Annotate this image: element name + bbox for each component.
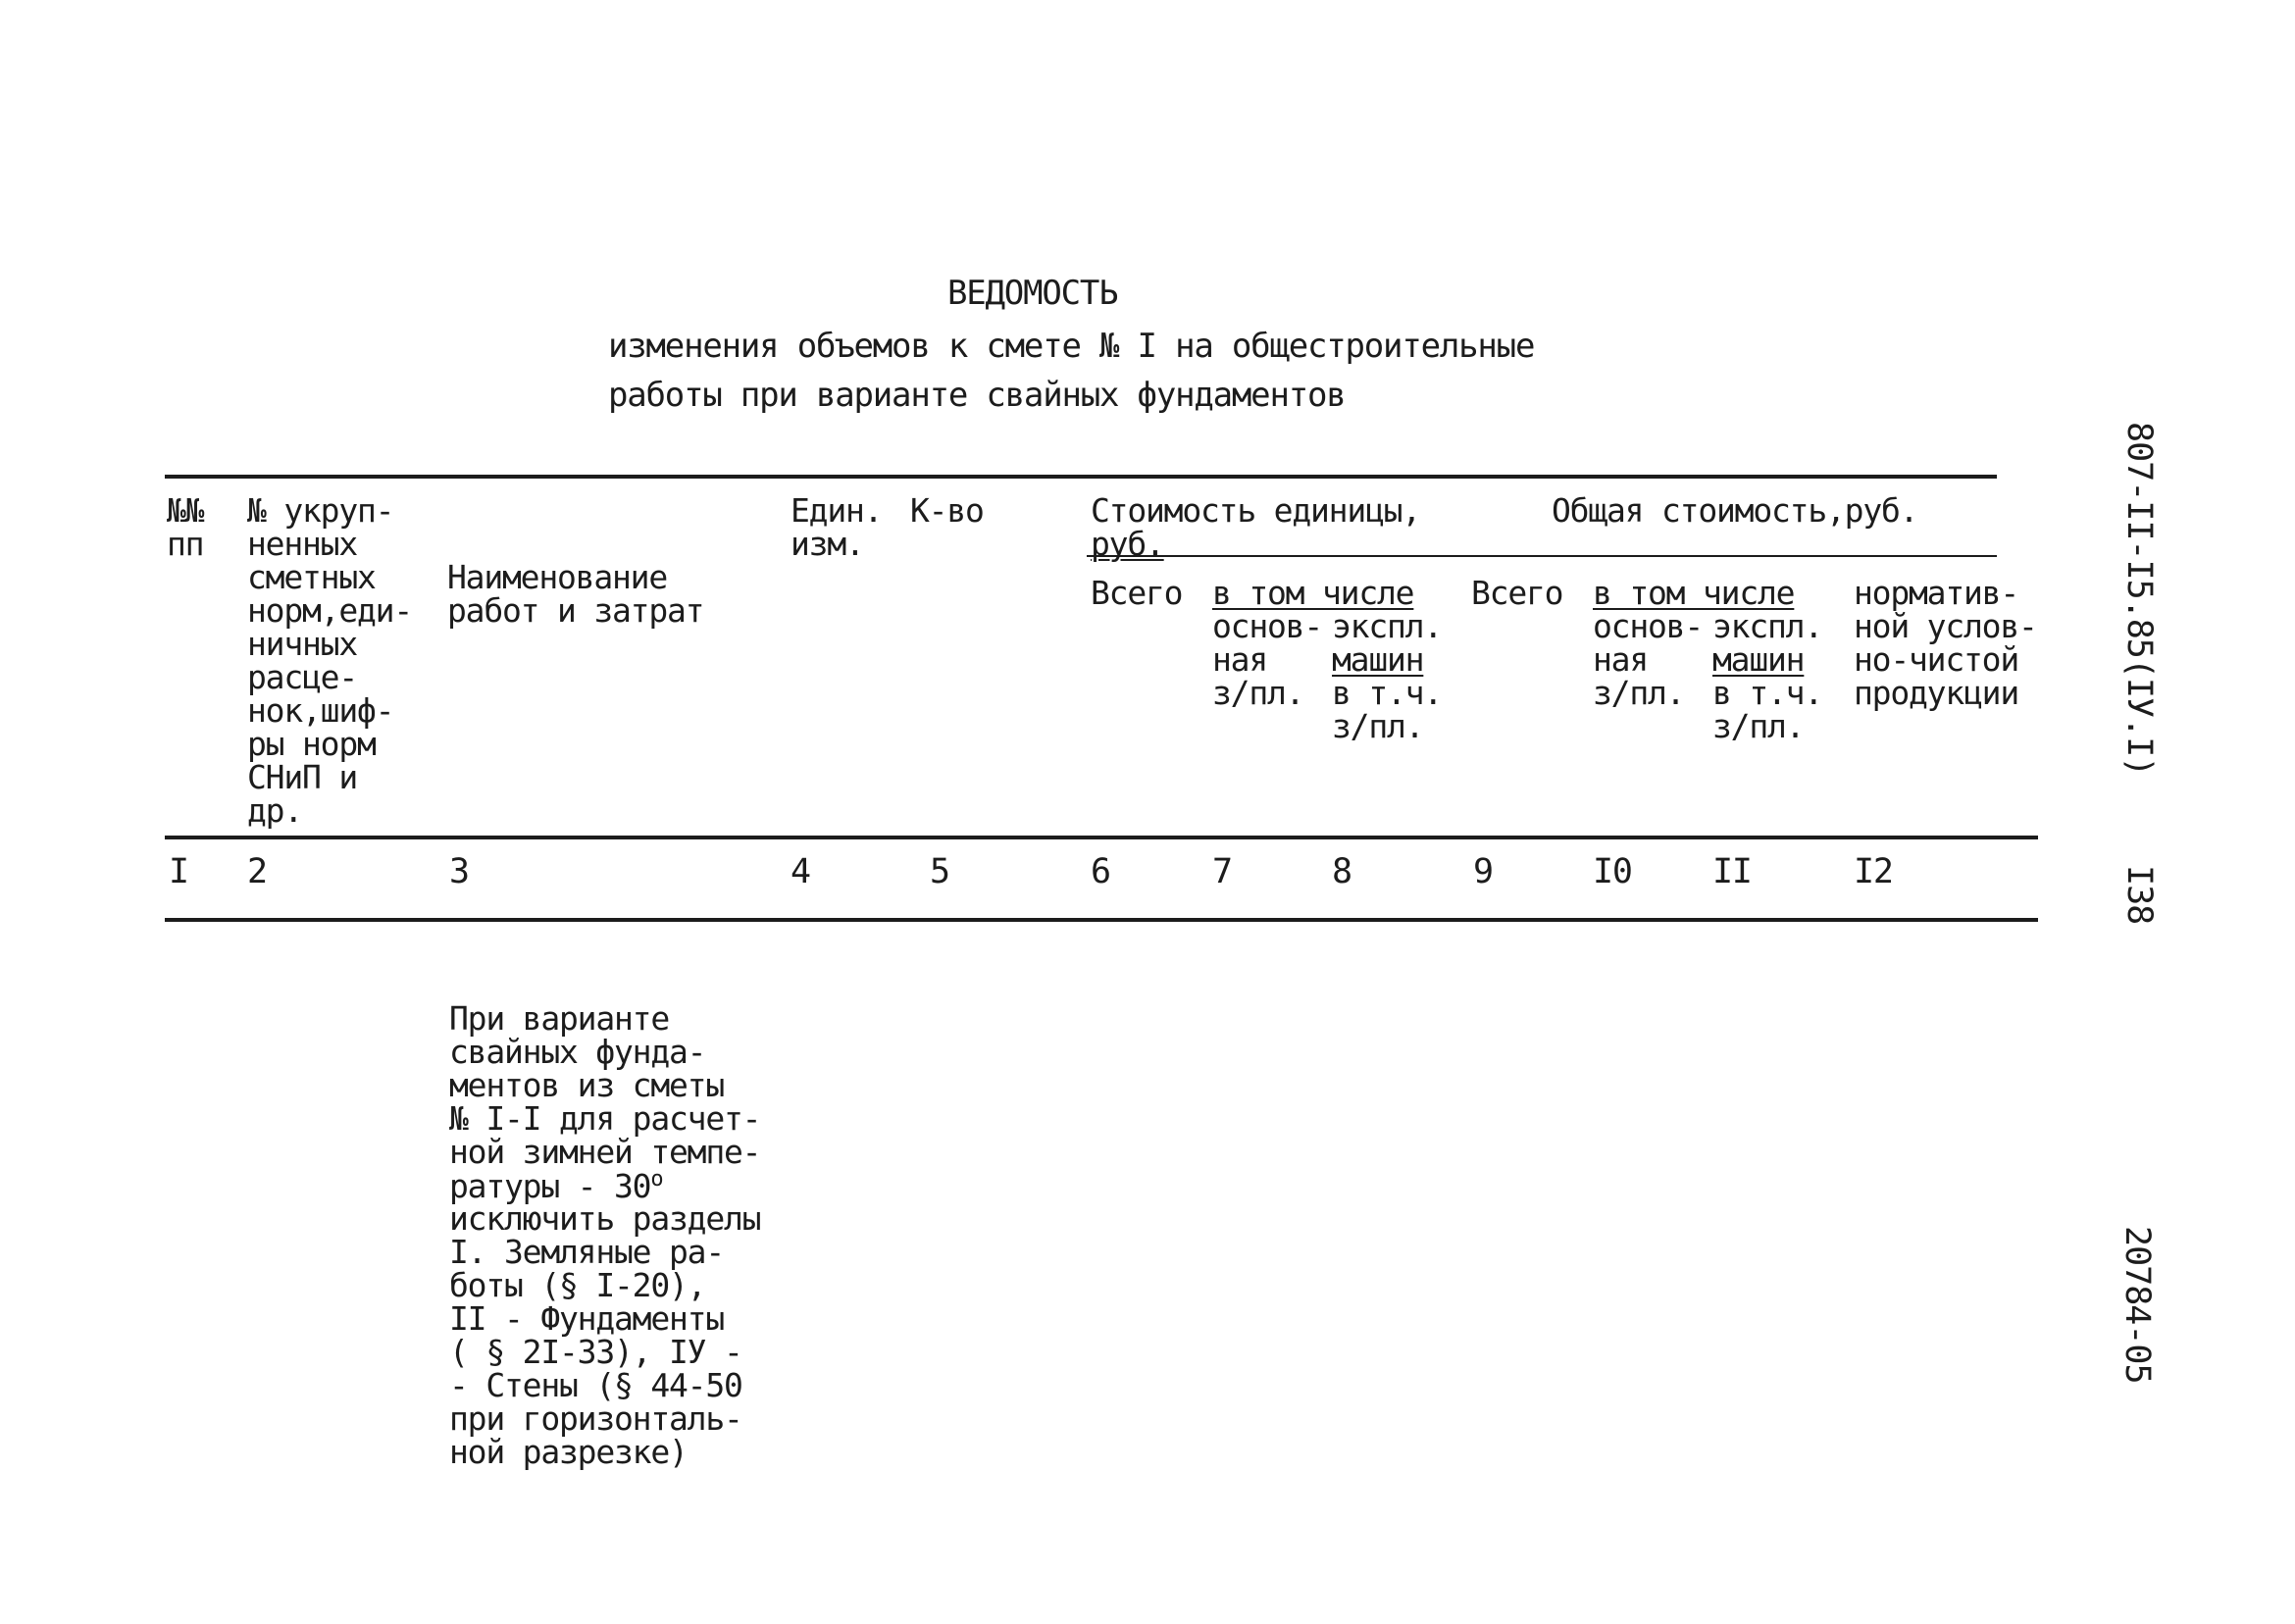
column-number: I2	[1854, 852, 1893, 891]
unit-cost-machine-3: в т.ч.	[1332, 674, 1443, 712]
unit-cost-machine-2: машин	[1332, 640, 1424, 679]
header-quantity: К-во	[910, 491, 984, 530]
header-col1-line2: пп	[167, 525, 204, 563]
column-number: 5	[930, 852, 949, 891]
inventory-number: 20784-05	[2117, 1226, 2157, 1384]
document-subtitle-line2: работы при варианте свайных фундаментов	[608, 376, 1346, 415]
body-note-line: I. Земляные ра-	[449, 1233, 725, 1271]
total-cost-machine-3: в т.ч.	[1712, 674, 1823, 712]
unit-cost-incl: в том числе	[1212, 574, 1414, 612]
unit-cost-machine-1: экспл.	[1332, 607, 1443, 645]
unit-cost-title-line1: Стоимость единицы,	[1091, 491, 1421, 530]
body-note-line: При варианте	[449, 999, 670, 1038]
document-title: ВЕДОМОСТЬ	[947, 274, 1118, 313]
page-number: I38	[2119, 865, 2159, 925]
total-cost-title: Общая стоимость,руб.	[1552, 491, 1918, 530]
body-note-line: боты (§ I-20),	[449, 1266, 706, 1304]
normative-line4: продукции	[1854, 674, 2019, 712]
unit-cost-divider	[1087, 555, 1997, 557]
header-col3-line2: работ и затрат	[447, 591, 704, 630]
unit-cost-basic-wage-2: ная	[1212, 640, 1268, 679]
header-unit-line1: Един.	[790, 491, 883, 530]
body-note-line: ментов из сметы	[449, 1066, 725, 1104]
column-number: I0	[1593, 852, 1632, 891]
table-top-rule	[165, 475, 1997, 479]
unit-cost-basic-wage-3: з/пл.	[1212, 674, 1304, 712]
header-col1-line1: №№	[167, 491, 204, 530]
header-col2-line: расце-	[247, 658, 358, 696]
header-col3-line1: Наименование	[447, 558, 668, 596]
normative-line3: но-чистой	[1854, 640, 2019, 679]
column-number: 3	[449, 852, 469, 891]
body-note-line	[449, 1167, 663, 1205]
header-col2-line: нок,шиф-	[247, 691, 394, 730]
body-note-line: ной разрезке)	[449, 1433, 688, 1471]
unit-cost-total: Всего	[1091, 574, 1183, 612]
total-cost-basic-wage-3: з/пл.	[1593, 674, 1685, 712]
column-numbers-bottom-rule	[165, 918, 2038, 922]
header-col2-line: № укруп-	[247, 491, 394, 530]
unit-cost-title-line2: руб.	[1091, 525, 1164, 563]
header-col2-line: ничных	[247, 625, 358, 663]
header-bottom-rule	[165, 836, 2038, 839]
total-cost-machine-2: машин	[1712, 640, 1805, 679]
header-col2-line: норм,еди-	[247, 591, 413, 630]
body-note-line: № I-I для расчет-	[449, 1099, 761, 1138]
total-cost-machine-4: з/пл.	[1712, 707, 1805, 745]
body-note-line-text: ратуры - 30	[449, 1167, 651, 1205]
body-note-line: II - Фундаменты	[449, 1299, 725, 1338]
unit-cost-machine-4: з/пл.	[1332, 707, 1424, 745]
column-number: 7	[1212, 852, 1232, 891]
document-code: 807-II-I5.85(IУ.I)	[2119, 422, 2159, 777]
header-col2-line: ненных	[247, 525, 358, 563]
body-note-line: свайных фунда-	[449, 1033, 706, 1071]
column-number: 9	[1473, 852, 1493, 891]
header-col2-line: ры норм	[247, 725, 376, 763]
column-number: 4	[790, 852, 810, 891]
column-number: II	[1712, 852, 1752, 891]
document-subtitle-line1: изменения объемов к смете № I на общестроительные	[608, 327, 1535, 366]
column-number: 6	[1091, 852, 1110, 891]
degree-superscript: o	[650, 1167, 663, 1192]
header-unit-line2: изм.	[790, 525, 864, 563]
total-cost-total: Всего	[1471, 574, 1563, 612]
body-note-line: при горизонталь-	[449, 1399, 742, 1438]
body-note-line: - Стены (§ 44-50	[449, 1366, 742, 1404]
total-cost-basic-wage-2: ная	[1593, 640, 1649, 679]
body-note-line: ( § 2I-33), IУ -	[449, 1333, 742, 1371]
column-number: 2	[247, 852, 267, 891]
header-col2-line: др.	[247, 791, 303, 830]
total-cost-incl: в том числе	[1593, 574, 1795, 612]
normative-line1: норматив-	[1854, 574, 2019, 612]
total-cost-basic-wage-1: основ-	[1593, 607, 1704, 645]
body-note-line: ной зимней темпе-	[449, 1133, 761, 1171]
total-cost-machine-1: экспл.	[1712, 607, 1823, 645]
column-number: 8	[1332, 852, 1352, 891]
header-col2-line: СНиП и	[247, 758, 358, 796]
body-note-line: исключить разделы	[449, 1199, 761, 1238]
header-col2-line: сметных	[247, 558, 376, 596]
normative-line2: ной услов-	[1854, 607, 2037, 645]
column-number: I	[169, 852, 188, 891]
unit-cost-basic-wage-1: основ-	[1212, 607, 1323, 645]
